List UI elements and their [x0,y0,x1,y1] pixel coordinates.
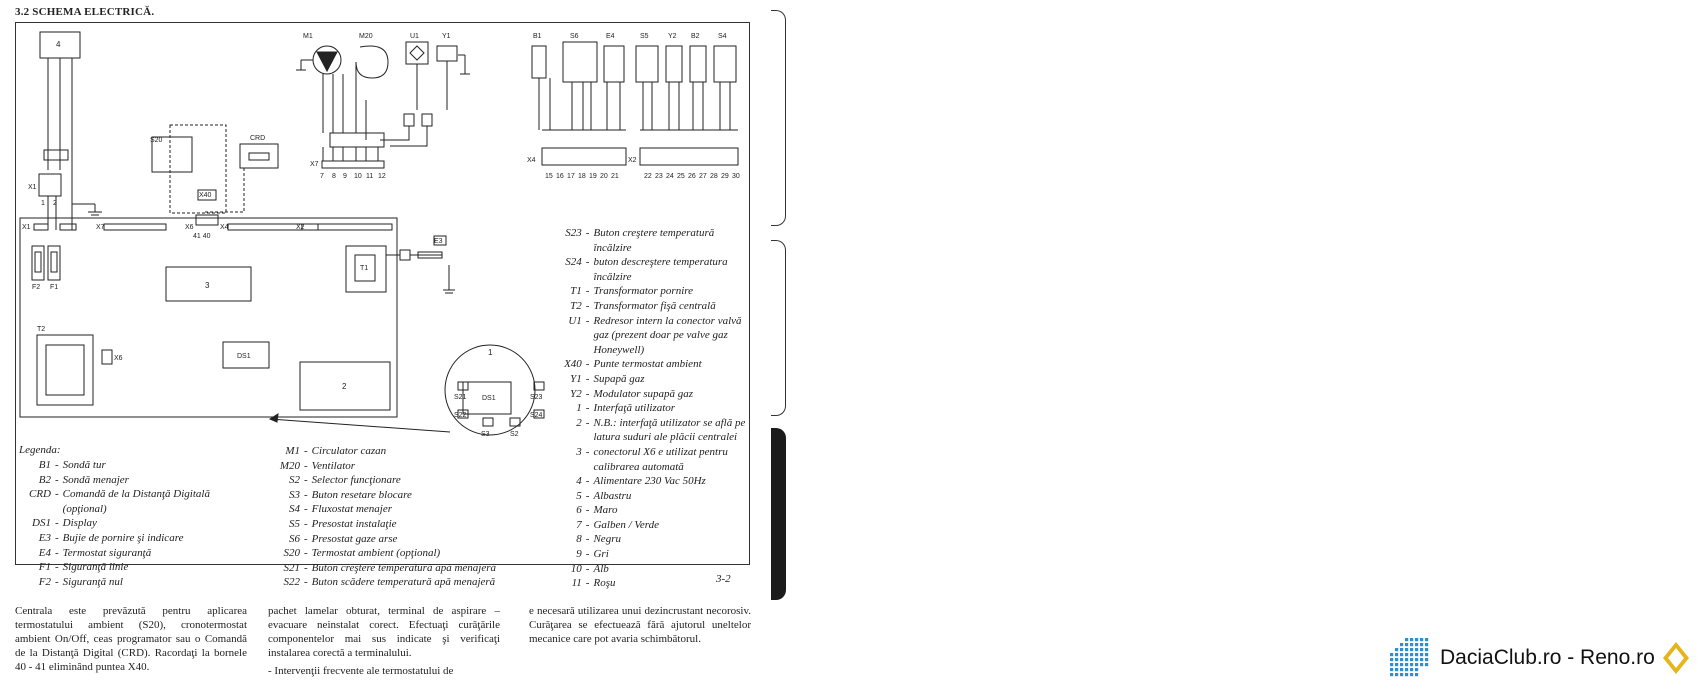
legend-item [18,546,248,561]
logo-dot [1410,648,1413,651]
label-x7-pin11: 11 [366,173,374,180]
body-paragraph: e necesară utilizarea unui dezincrustant necorosiv. Curăţarea se efectuează fără ajutorul uneltelor mecanice care pot avaria schimbătorul. [529,605,751,645]
label-x4-pin21: 21 [611,173,619,180]
legend-item [548,284,748,299]
logo-dot [1400,673,1403,676]
legend-dash: - [585,475,590,488]
legend-item [548,255,748,284]
legend-item [18,516,248,531]
logo-dot [1410,673,1413,676]
logo-dot [1405,643,1408,646]
legend-dash: - [585,358,590,371]
legend-item [268,575,523,590]
legend-dash: - [585,416,590,429]
legend-dash: - [585,299,590,312]
legend-description: Fluxostat menajer [311,503,393,516]
legend-code: 7 [576,518,582,531]
label-x4-pin17: 17 [567,173,575,180]
legend-code: S5 [289,517,300,530]
legend-description: Albastru [593,489,632,502]
logo-dot [1400,668,1403,671]
legend-item [268,532,523,547]
label-s2: S2 [510,431,519,438]
legend-dash: - [304,474,308,487]
legend-dash: - [304,576,308,589]
legend-dash: - [585,285,590,298]
label-x7-pin12: 12 [378,173,386,180]
legend-code: E3 [38,531,51,544]
label-x7-pin7: 7 [320,173,324,180]
page-tab-active [771,428,786,600]
logo-dot [1405,673,1408,676]
label-u1: U1 [410,33,419,40]
logo-dot [1390,663,1393,666]
body-text-column-2 [268,604,500,678]
label-s24: S24 [530,412,543,419]
legend-description: Buton creştere temperatură apă menajeră [311,561,496,574]
logo-dot [1410,638,1413,641]
label-b2: B2 [691,33,700,40]
legend-code: T1 [570,285,582,298]
legend-column-3 [548,226,748,591]
label-s3: S3 [481,431,490,438]
legend-item [548,299,748,314]
legend-item [548,372,748,387]
legend-code: S24 [565,256,582,269]
logo-dot [1415,643,1418,646]
legend-item [268,473,523,488]
legend-code: E4 [38,546,51,559]
label-x1-pin1: 1 [41,200,45,207]
logo-dot [1415,668,1418,671]
legend-description: Gri [593,548,609,561]
logo-dot [1390,668,1393,671]
legend-item [548,503,748,518]
renault-diamond-icon [1661,640,1691,676]
legend-description: Selector funcţionare [311,474,401,487]
legend-description: Alimentare 230 Vac 50Hz [593,475,706,488]
legend-item [18,487,248,516]
label-e4: E4 [606,33,615,40]
label-x2-pin24: 24 [666,173,674,180]
legend-item [548,357,748,372]
logo-dot [1415,638,1418,641]
legend-dash: - [585,504,590,517]
legend-description: Interfaţă utilizator [593,402,676,415]
label-board-ds1: DS1 [237,353,251,360]
logo-dot [1425,653,1428,656]
logo-dot [1390,653,1393,656]
legend-item [268,444,523,459]
legend-description: Comandă de la Distanţă Digitală (opţional) [62,488,210,515]
legend-code: 10 [570,562,582,575]
label-x4-pin19: 19 [589,173,597,180]
label-board-x6: X6 [185,224,194,231]
label-x2-pin23: 23 [655,173,663,180]
label-x4-pin18: 18 [578,173,586,180]
section-title: 3.2 SCHEMA ELECTRICĂ. [15,6,155,18]
legend-dash: - [55,575,59,588]
legend-code: CRD [29,488,51,501]
legend-code: T2 [570,299,582,312]
legend-dash: - [304,459,308,472]
label-board-x1: X1 [22,224,31,231]
legend-description: Buton resetare blocare [311,488,412,501]
legend-item [548,226,748,255]
label-crd: CRD [250,135,266,142]
label-x7-pin10: 10 [354,173,362,180]
legend-item [268,488,523,503]
logo-dot [1420,648,1423,651]
legend-dash: - [55,517,59,530]
label-x4-pin16: 16 [556,173,564,180]
legend-description: Buton creştere temperatură încălzire [593,227,715,254]
legend-description: Redresor intern la conector valvă gaz (prezent doar pe valve gaz Honeywell) [593,314,742,356]
legend-description: Transformator fişă centrală [593,299,716,312]
label-x7-pin8: 8 [332,173,336,180]
legend-description: Supapă gaz [593,372,645,385]
logo-dot [1425,638,1428,641]
legend-item [268,561,523,576]
logo-dot [1405,648,1408,651]
logo-dot [1420,643,1423,646]
label-f2: F2 [32,284,41,291]
legend-code: S21 [283,561,300,574]
legend-dash: - [585,577,590,590]
legend-code: B2 [38,473,51,486]
legend-code: F2 [38,575,51,588]
legend-item [18,458,248,473]
label-s22: S22 [454,412,467,419]
legend-dash: - [55,488,59,501]
legend-description: Presostat gaze arse [311,532,398,545]
label-m1: M1 [303,33,313,40]
legend-dash: - [585,445,590,458]
legend-description: Punte termostat ambient [593,358,702,371]
legend-item [548,387,748,402]
legend-dash: - [304,547,308,560]
logo-dot [1405,663,1408,666]
label-s5: S5 [640,33,649,40]
logo-dot [1395,653,1398,656]
legend-description: buton descreştere temperatura încălzire [593,256,728,283]
label-y1: Y1 [442,33,451,40]
watermark-logo [1388,636,1691,680]
label-b1: B1 [533,33,542,40]
label-x7-pin9: 9 [343,173,347,180]
label-t2: T2 [37,326,46,333]
legend-dash: - [585,314,590,327]
legend-dash: - [585,562,590,575]
legend-description: Ventilator [311,459,356,472]
legend-code: 3 [576,445,582,458]
legend-item [548,474,748,489]
logo-dot [1400,643,1403,646]
label-t1: T1 [360,265,369,272]
label-x2: X2 [628,157,637,164]
logo-dot [1415,658,1418,661]
logo-dot [1420,638,1423,641]
logo-dot [1400,663,1403,666]
legend-column-1 [18,458,248,589]
logo-dot [1420,653,1423,656]
legend-item [548,416,748,445]
logo-dot [1415,663,1418,666]
legend-description: Termostat ambient (opţional) [311,547,441,560]
legend-code: DS1 [32,517,51,530]
legend-item [548,314,748,358]
logo-text: DaciaClub.ro - Reno.ro [1440,646,1655,669]
label-x6-side: X6 [114,355,123,362]
legend-code: 8 [576,533,582,546]
legend-description: Alb [593,562,609,575]
legend-dash: - [304,488,308,501]
logo-dot [1395,673,1398,676]
legend-dash: - [304,532,308,545]
label-x6-pins: 41 40 [193,233,211,240]
label-e3: E3 [434,238,443,245]
legend-dash: - [585,256,590,269]
body-paragraph: pachet lamelar obturat, terminal de aspirare – evacuare neinstalat corect. Efectuaţi curăţările componentelor mai sus indicate şi verificaţi instalarea corectă a terminalului. [268,605,500,659]
legend-code: U1 [568,314,582,327]
legend-description: Modulator supapă gaz [593,387,694,400]
legend-dash: - [585,387,590,400]
logo-dot [1425,658,1428,661]
label-x2-pin28: 28 [710,173,718,180]
legend-code: 9 [576,548,582,561]
legend-description: conectorul X6 e utilizat pentru calibrarea automată [593,445,728,473]
label-board-x4: X4 [220,224,229,231]
logo-dot [1405,658,1408,661]
label-x1-pin2: 2 [53,200,57,207]
label-x2-pin30: 30 [732,173,740,180]
logo-dot [1425,643,1428,646]
legend-item [18,560,248,575]
logo-dot [1410,643,1413,646]
label-s23: S23 [530,394,543,401]
legend-item [268,517,523,532]
logo-dot [1420,658,1423,661]
label-y2: Y2 [668,33,677,40]
label-box-3: 3 [205,281,210,290]
legend-code: S4 [289,503,300,516]
logo-dot [1410,653,1413,656]
legend-dash: - [304,517,308,530]
body-text-column-3 [529,604,751,646]
logo-dot [1400,658,1403,661]
control-board [20,218,397,417]
label-x40: X40 [199,192,212,199]
body-text-column-1 [15,604,247,674]
legend-item [548,489,748,504]
legend-dash: - [55,561,59,574]
legend-description: Sondă menajer [62,473,129,486]
legend-code: 5 [576,489,582,502]
legend-item [268,502,523,517]
label-box-2: 2 [342,382,347,391]
legend-code: F1 [38,561,51,574]
dot-grid-logo-icon [1388,636,1432,680]
legend-code: S2 [289,474,300,487]
legend-description: Circulator cazan [311,445,387,457]
legend-code: Y1 [570,372,582,385]
legend-code: 2 [576,416,582,429]
legend-item [18,531,248,546]
legend-dash: - [585,372,590,385]
logo-dot [1405,638,1408,641]
label-s6: S6 [570,33,579,40]
label-box-4: 4 [56,40,61,49]
legend-item [548,547,748,562]
legend-description: Maro [593,504,618,517]
label-m20: M20 [359,33,373,40]
logo-dot [1415,673,1418,676]
logo-dot [1400,653,1403,656]
label-x4-pin15: 15 [545,173,553,180]
legend-dash: - [55,473,59,486]
label-s4: S4 [718,33,727,40]
logo-dot [1410,663,1413,666]
legend-dash: - [585,518,590,531]
legend-item [548,445,748,474]
legend-dash: - [55,459,59,471]
label-x2-pin29: 29 [721,173,729,180]
legend-description: Galben / Verde [593,518,660,531]
legend-item [268,546,523,561]
label-x1: X1 [28,184,37,191]
label-s20: S20 [150,137,163,144]
legend-heading: Legenda: [19,444,61,456]
legend-code: S3 [289,488,300,501]
legend-description: Roşu [593,577,616,590]
legend-code: 1 [576,402,582,415]
legend-item [548,401,748,416]
logo-dot [1425,663,1428,666]
logo-dot [1390,673,1393,676]
legend-code: M1 [285,445,300,457]
logo-dot [1395,648,1398,651]
label-f1: F1 [50,284,59,291]
label-s21: S21 [454,394,467,401]
legend-dash: - [304,445,308,457]
logo-dot [1400,648,1403,651]
legend-dash: - [585,533,590,546]
legend-description: Presostat instalaţie [311,517,397,530]
page-tab [771,10,786,226]
legend-dash: - [585,548,590,561]
legend-code: 4 [576,475,582,488]
logo-dot [1395,668,1398,671]
logo-dot [1390,658,1393,661]
body-paragraph: Centrala este prevăzută pentru aplicarea termostatului ambient (S20), cronotermostat ambient On/Off, ceas programator sau o Comandă de la Distanţă Digital (CRD). Racordaţi la bornele 40 - 41 eliminând puntea X40. [15,605,247,673]
logo-dot [1410,668,1413,671]
logo-dot [1415,653,1418,656]
legend-description: Siguranţă linie [62,561,129,574]
legend-code: X40 [564,358,582,371]
legend-description: Display [62,517,97,530]
logo-dot [1410,658,1413,661]
label-x4-pin20: 20 [600,173,608,180]
legend-code: Y2 [570,387,582,400]
legend-code: S6 [289,532,300,545]
label-board-x7: X7 [96,224,105,231]
legend-dash: - [585,402,590,415]
logo-dot [1425,648,1428,651]
legend-dash: - [55,531,59,544]
page-tab [771,240,786,416]
logo-dot [1415,648,1418,651]
legend-description: Transformator pornire [593,285,694,298]
legend-item [18,473,248,488]
legend-code: B1 [38,459,51,471]
legend-code: 11 [571,577,582,590]
legend-item [548,518,748,533]
legend-code: S23 [565,227,582,239]
legend-description: Siguranţă nul [62,575,123,588]
legend-code: M20 [279,459,300,472]
legend-dash: - [55,546,59,559]
label-interface-ds1: DS1 [482,395,496,402]
label-x2-pin22: 22 [644,173,652,180]
label-x2-pin26: 26 [688,173,696,180]
figure-number: 3-2 [716,573,731,585]
legend-item [548,532,748,547]
logo-dot [1405,653,1408,656]
label-x2-pin27: 27 [699,173,707,180]
logo-dot [1420,663,1423,666]
legend-dash: - [304,503,308,516]
legend-column-2 [268,444,523,590]
label-x2-pin25: 25 [677,173,685,180]
label-x7: X7 [310,161,319,168]
legend-description: Sondă tur [62,459,106,471]
label-box-1: 1 [488,348,493,357]
legend-code: S22 [283,576,300,589]
legend-description: Termostat siguranţă [62,546,152,559]
label-x4: X4 [527,157,536,164]
logo-dot [1395,663,1398,666]
legend-description: Buton scădere temperatură apă menajeră [311,576,496,589]
legend-description: Negru [593,533,621,546]
legend-dash: - [585,227,590,239]
logo-dot [1405,668,1408,671]
legend-item [268,459,523,474]
label-board-x2: X2 [296,224,305,231]
logo-dot [1395,658,1398,661]
legend-description: Bujie de pornire şi indicare [62,531,184,544]
legend-dash: - [304,561,308,574]
legend-dash: - [585,489,590,502]
body-paragraph-bullet: - Intervenţii frecvente ale termostatului de [268,665,454,677]
legend-description: N.B.: interfaţă utilizator se află pe latura suduri ale plăcii centralei [593,416,746,444]
legend-item [18,575,248,590]
legend-code: 6 [576,504,582,517]
legend-code: S20 [283,547,300,560]
